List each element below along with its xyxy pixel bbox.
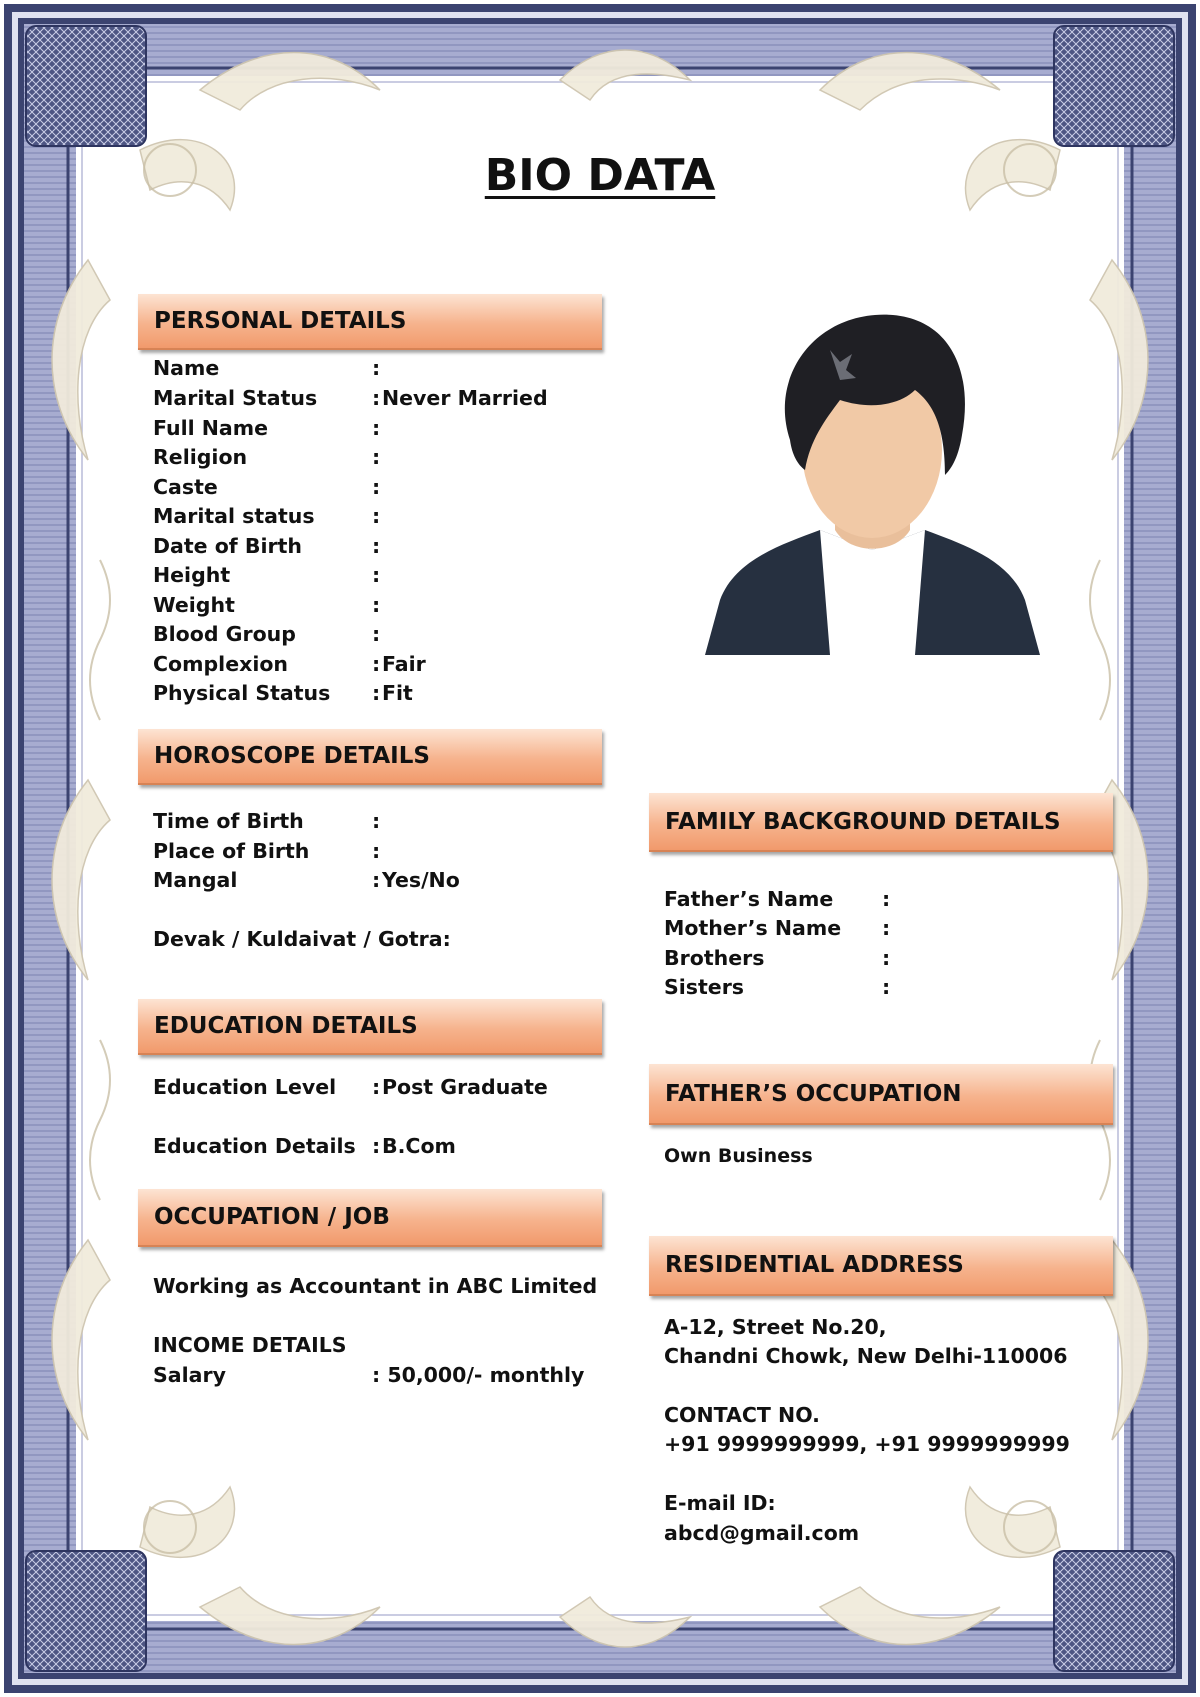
fathers-occupation-heading: FATHER’S OCCUPATION	[665, 1080, 962, 1107]
education-details-header	[138, 999, 602, 1055]
field-label: Education Details	[153, 1134, 356, 1158]
field-separator: :	[372, 593, 381, 617]
education-details-heading: EDUCATION DETAILS	[154, 1013, 418, 1039]
field-separator: :	[372, 839, 381, 863]
field-separator: :	[372, 356, 381, 380]
field-value: Yes/No	[382, 868, 460, 892]
field-separator: :	[372, 622, 381, 646]
field-label: Sisters	[664, 975, 745, 999]
field-label: Blood Group	[153, 622, 296, 646]
address-line-1: A-12, Street No.20,	[664, 1315, 887, 1339]
field-label: Date of Birth	[153, 534, 302, 558]
field-separator: :	[372, 475, 381, 499]
field-label: Caste	[153, 475, 218, 499]
occupation-header	[138, 1189, 602, 1247]
field-separator: :	[882, 975, 891, 999]
email-heading: E-mail ID:	[664, 1491, 776, 1515]
personal-details-header	[138, 294, 602, 350]
field-label: Father’s Name	[664, 887, 834, 911]
field-separator: :	[372, 681, 381, 705]
family-background-heading: FAMILY BACKGROUND DETAILS	[665, 808, 1061, 835]
residential-address-heading: RESIDENTIAL ADDRESS	[665, 1252, 964, 1278]
horoscope-details-header	[138, 729, 602, 785]
contact-value: +91 9999999999, +91 9999999999	[664, 1432, 1070, 1456]
field-label: Weight	[153, 593, 235, 617]
field-label: Marital Status	[153, 386, 318, 410]
field-value: Fit	[382, 681, 413, 705]
field-separator: :	[372, 652, 381, 676]
field-separator: :	[372, 563, 381, 587]
field-value: Never Married	[382, 386, 548, 410]
field-value: Fair	[382, 652, 426, 676]
field-separator: :	[882, 916, 891, 940]
salary-label: Salary	[153, 1363, 226, 1387]
field-separator: :	[372, 386, 381, 410]
field-value: Post Graduate	[382, 1075, 548, 1099]
field-separator: :	[372, 809, 381, 833]
field-label: Mangal	[153, 868, 238, 892]
field-label: Religion	[153, 445, 248, 469]
field-separator: :	[882, 946, 891, 970]
field-value: B.Com	[382, 1134, 456, 1158]
residential-address-header	[649, 1236, 1113, 1296]
salary-value: : 50,000/- monthly	[372, 1363, 585, 1387]
field-label: Mother’s Name	[664, 916, 842, 940]
field-separator: :	[372, 868, 381, 892]
field-label: Time of Birth	[153, 809, 304, 833]
field-label: Height	[153, 563, 231, 587]
occupation-description: Working as Accountant in ABC Limited	[153, 1274, 598, 1298]
gotra-label: Devak / Kuldaivat / Gotra:	[153, 927, 451, 951]
fathers-occupation-header	[649, 1064, 1113, 1125]
field-label: Full Name	[153, 416, 269, 440]
field-label: Name	[153, 356, 220, 380]
field-separator: :	[882, 887, 891, 911]
field-label: Place of Birth	[153, 839, 310, 863]
horoscope-details-heading: HOROSCOPE DETAILS	[154, 743, 430, 769]
email-value: abcd@gmail.com	[664, 1521, 860, 1545]
field-label: Brothers	[664, 946, 765, 970]
field-label: Complexion	[153, 652, 289, 676]
address-line-2: Chandni Chowk, New Delhi-110006	[664, 1344, 1068, 1368]
field-separator: :	[372, 504, 381, 528]
occupation-heading: OCCUPATION / JOB	[154, 1204, 390, 1230]
field-separator: :	[372, 1075, 381, 1099]
page-title-text: BIO DATA	[484, 150, 716, 201]
personal-details-heading: PERSONAL DETAILS	[154, 308, 407, 334]
contact-heading: CONTACT NO.	[664, 1403, 820, 1427]
field-separator: :	[372, 534, 381, 558]
fathers-occupation-value: Own Business	[664, 1145, 813, 1167]
field-label: Education Level	[153, 1075, 337, 1099]
user-avatar-icon	[700, 310, 1045, 655]
field-label: Physical Status	[153, 681, 331, 705]
income-details-heading: INCOME DETAILS	[153, 1333, 347, 1357]
field-separator: :	[372, 416, 381, 440]
field-separator: :	[372, 445, 381, 469]
field-label: Marital status	[153, 504, 315, 528]
family-background-header	[649, 793, 1113, 852]
field-separator: :	[372, 1134, 381, 1158]
page-title	[0, 150, 1200, 201]
